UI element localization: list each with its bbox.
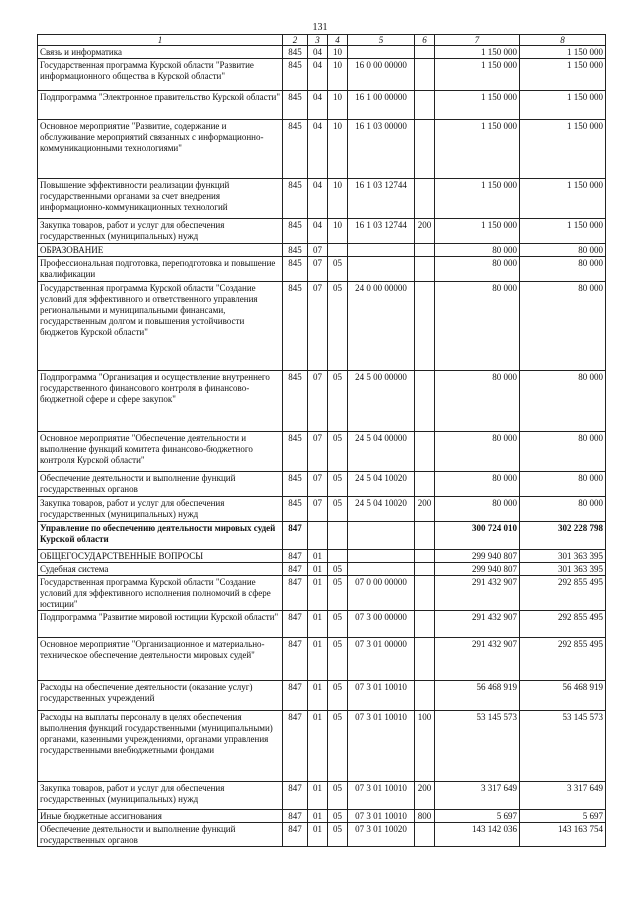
row-name-cell: Закупка товаров, работ и услуг для обеспечения государственных (муниципальных) нужд bbox=[38, 782, 283, 810]
row-value-cell bbox=[348, 46, 415, 59]
row-name-cell: ОБРАЗОВАНИЕ bbox=[38, 244, 283, 257]
row-value-cell: 1 150 000 bbox=[435, 120, 520, 179]
row-value-cell: 847 bbox=[283, 522, 308, 550]
row-name-cell: Подпрограмма "Организация и осуществление внутреннего государственного финансового контроля в финансово-бюджетной сфере и сфере закупок" bbox=[38, 371, 283, 432]
row-value-cell: 80 000 bbox=[520, 432, 606, 472]
row-value-cell: 143 142 036 bbox=[435, 823, 520, 847]
table-row bbox=[38, 46, 606, 59]
row-name-cell: Основное мероприятие "Развитие, содержание и обслуживание мероприятий связанных с информационно-коммуникационными технологиями" bbox=[38, 120, 283, 179]
row-value-cell: 01 bbox=[308, 823, 328, 847]
row-value-cell: 845 bbox=[283, 371, 308, 432]
row-name-cell: Государственная программа Курской области "Развитие информационного общества в Курской области" bbox=[38, 59, 283, 91]
row-value-cell: 07 0 00 00000 bbox=[348, 576, 415, 611]
row-value-cell: 847 bbox=[283, 550, 308, 563]
row-value-cell: 847 bbox=[283, 810, 308, 823]
row-value-cell: 1 150 000 bbox=[435, 179, 520, 219]
row-value-cell: 1 150 000 bbox=[435, 59, 520, 91]
row-value-cell: 05 bbox=[328, 782, 348, 810]
row-name-cell: Обеспечение деятельности и выполнение функций государственных органов bbox=[38, 823, 283, 847]
column-header: 7 bbox=[435, 35, 520, 46]
row-value-cell bbox=[415, 120, 435, 179]
table-row bbox=[38, 179, 606, 219]
row-value-cell: 05 bbox=[328, 257, 348, 282]
row-value-cell: 292 855 495 bbox=[520, 638, 606, 681]
row-name-cell: Профессиональная подготовка, переподготовка и повышение квалификации bbox=[38, 257, 283, 282]
row-value-cell: 845 bbox=[283, 46, 308, 59]
row-value-cell: 847 bbox=[283, 611, 308, 638]
table-row bbox=[38, 120, 606, 179]
table-row bbox=[38, 576, 606, 611]
row-value-cell: 05 bbox=[328, 497, 348, 522]
row-value-cell: 845 bbox=[283, 244, 308, 257]
row-value-cell: 80 000 bbox=[520, 497, 606, 522]
row-value-cell bbox=[348, 244, 415, 257]
row-value-cell: 847 bbox=[283, 681, 308, 711]
row-value-cell bbox=[415, 179, 435, 219]
row-value-cell bbox=[415, 244, 435, 257]
row-value-cell: 80 000 bbox=[435, 432, 520, 472]
column-header: 8 bbox=[520, 35, 606, 46]
row-value-cell: 01 bbox=[308, 550, 328, 563]
row-value-cell: 07 bbox=[308, 432, 328, 472]
column-header: 6 bbox=[415, 35, 435, 46]
row-value-cell bbox=[415, 257, 435, 282]
row-value-cell: 05 bbox=[328, 432, 348, 472]
row-value-cell: 04 bbox=[308, 59, 328, 91]
row-value-cell bbox=[415, 472, 435, 497]
row-value-cell: 80 000 bbox=[520, 282, 606, 371]
row-value-cell: 07 3 01 10020 bbox=[348, 823, 415, 847]
row-value-cell: 847 bbox=[283, 638, 308, 681]
row-value-cell: 847 bbox=[283, 563, 308, 576]
row-value-cell: 5 697 bbox=[435, 810, 520, 823]
row-value-cell bbox=[308, 522, 328, 550]
row-value-cell: 291 432 907 bbox=[435, 638, 520, 681]
row-value-cell: 07 bbox=[308, 257, 328, 282]
row-value-cell bbox=[328, 550, 348, 563]
row-value-cell: 845 bbox=[283, 472, 308, 497]
table-row bbox=[38, 550, 606, 563]
row-value-cell: 07 3 00 00000 bbox=[348, 611, 415, 638]
row-value-cell: 07 3 01 10010 bbox=[348, 810, 415, 823]
table-row bbox=[38, 782, 606, 810]
row-value-cell: 1 150 000 bbox=[520, 179, 606, 219]
row-value-cell: 05 bbox=[328, 711, 348, 782]
row-name-cell: ОБЩЕГОСУДАРСТВЕННЫЕ ВОПРОСЫ bbox=[38, 550, 283, 563]
row-value-cell: 80 000 bbox=[435, 472, 520, 497]
row-value-cell: 04 bbox=[308, 46, 328, 59]
column-header: 2 bbox=[283, 35, 308, 46]
row-value-cell bbox=[415, 522, 435, 550]
row-name-cell: Государственная программа Курской области "Создание условий для эффективного исполнения полномочий в сфере юстиции" bbox=[38, 576, 283, 611]
table-row bbox=[38, 497, 606, 522]
row-value-cell bbox=[348, 563, 415, 576]
row-value-cell: 10 bbox=[328, 46, 348, 59]
row-value-cell bbox=[328, 244, 348, 257]
row-value-cell bbox=[348, 550, 415, 563]
row-value-cell bbox=[348, 257, 415, 282]
row-value-cell: 143 163 754 bbox=[520, 823, 606, 847]
row-value-cell: 05 bbox=[328, 563, 348, 576]
row-value-cell: 80 000 bbox=[435, 282, 520, 371]
row-value-cell: 05 bbox=[328, 472, 348, 497]
row-value-cell: 300 724 010 bbox=[435, 522, 520, 550]
row-value-cell: 80 000 bbox=[435, 497, 520, 522]
row-value-cell: 01 bbox=[308, 810, 328, 823]
row-value-cell bbox=[415, 46, 435, 59]
row-value-cell: 847 bbox=[283, 711, 308, 782]
row-value-cell: 200 bbox=[415, 782, 435, 810]
row-value-cell: 3 317 649 bbox=[520, 782, 606, 810]
row-value-cell bbox=[415, 681, 435, 711]
row-name-cell: Обеспечение деятельности и выполнение функций государственных органов bbox=[38, 472, 283, 497]
table-row bbox=[38, 472, 606, 497]
row-value-cell: 07 bbox=[308, 472, 328, 497]
row-value-cell: 04 bbox=[308, 120, 328, 179]
table-row bbox=[38, 282, 606, 371]
table-row bbox=[38, 59, 606, 91]
row-value-cell bbox=[415, 563, 435, 576]
row-value-cell: 1 150 000 bbox=[520, 46, 606, 59]
row-value-cell: 01 bbox=[308, 711, 328, 782]
row-value-cell: 200 bbox=[415, 497, 435, 522]
row-value-cell: 05 bbox=[328, 282, 348, 371]
table-row bbox=[38, 219, 606, 244]
row-value-cell: 01 bbox=[308, 611, 328, 638]
row-value-cell: 845 bbox=[283, 219, 308, 244]
row-name-cell: Иные бюджетные ассигнования bbox=[38, 810, 283, 823]
row-value-cell: 299 940 807 bbox=[435, 563, 520, 576]
row-name-cell: Связь и информатика bbox=[38, 46, 283, 59]
row-value-cell: 24 5 04 10020 bbox=[348, 472, 415, 497]
row-value-cell: 845 bbox=[283, 257, 308, 282]
row-value-cell: 16 1 03 12744 bbox=[348, 219, 415, 244]
row-value-cell: 10 bbox=[328, 59, 348, 91]
table-row bbox=[38, 257, 606, 282]
row-name-cell: Подпрограмма "Развитие мировой юстиции Курской области" bbox=[38, 611, 283, 638]
row-value-cell: 16 1 03 12744 bbox=[348, 179, 415, 219]
row-value-cell: 80 000 bbox=[435, 244, 520, 257]
table-row bbox=[38, 810, 606, 823]
row-value-cell: 16 1 00 00000 bbox=[348, 91, 415, 120]
page-number: 131 bbox=[312, 22, 328, 33]
row-value-cell bbox=[415, 823, 435, 847]
row-value-cell bbox=[415, 550, 435, 563]
row-value-cell: 53 145 573 bbox=[520, 711, 606, 782]
row-value-cell: 847 bbox=[283, 823, 308, 847]
row-value-cell: 07 bbox=[308, 497, 328, 522]
row-value-cell: 1 150 000 bbox=[520, 219, 606, 244]
row-value-cell: 24 5 04 00000 bbox=[348, 432, 415, 472]
row-value-cell: 07 bbox=[308, 282, 328, 371]
row-value-cell: 16 0 00 00000 bbox=[348, 59, 415, 91]
row-value-cell: 1 150 000 bbox=[520, 120, 606, 179]
row-value-cell: 200 bbox=[415, 219, 435, 244]
row-value-cell: 01 bbox=[308, 782, 328, 810]
row-value-cell: 845 bbox=[283, 432, 308, 472]
table-row bbox=[38, 371, 606, 432]
row-value-cell: 10 bbox=[328, 219, 348, 244]
table-row bbox=[38, 244, 606, 257]
row-value-cell: 01 bbox=[308, 563, 328, 576]
row-value-cell: 845 bbox=[283, 120, 308, 179]
row-name-cell: Закупка товаров, работ и услуг для обеспечения государственных (муниципальных) нужд bbox=[38, 219, 283, 244]
row-value-cell: 80 000 bbox=[520, 472, 606, 497]
row-value-cell bbox=[415, 638, 435, 681]
table-row bbox=[38, 823, 606, 847]
row-value-cell: 07 bbox=[308, 371, 328, 432]
row-value-cell: 24 5 04 10020 bbox=[348, 497, 415, 522]
row-name-cell: Судебная система bbox=[38, 563, 283, 576]
row-value-cell: 845 bbox=[283, 282, 308, 371]
row-value-cell: 56 468 919 bbox=[435, 681, 520, 711]
column-header: 3 bbox=[308, 35, 328, 46]
row-name-cell: Управление по обеспечению деятельности мировых судей Курской области bbox=[38, 522, 283, 550]
row-value-cell: 845 bbox=[283, 179, 308, 219]
row-value-cell: 847 bbox=[283, 576, 308, 611]
table-row bbox=[38, 522, 606, 550]
row-value-cell: 845 bbox=[283, 59, 308, 91]
row-name-cell: Основное мероприятие "Организационное и материально-техническое обеспечение деятельности мировых судей" bbox=[38, 638, 283, 681]
table-header-row bbox=[38, 35, 606, 46]
budget-table bbox=[37, 34, 606, 847]
row-value-cell: 292 855 495 bbox=[520, 576, 606, 611]
row-value-cell: 1 150 000 bbox=[435, 91, 520, 120]
row-value-cell: 292 855 495 bbox=[520, 611, 606, 638]
row-value-cell: 53 145 573 bbox=[435, 711, 520, 782]
row-value-cell: 07 3 01 10010 bbox=[348, 681, 415, 711]
row-value-cell bbox=[348, 522, 415, 550]
row-value-cell: 05 bbox=[328, 810, 348, 823]
row-name-cell: Повышение эффективности реализации функций государственными органами за счет внедрения информационно-коммуникационных технологий bbox=[38, 179, 283, 219]
row-value-cell: 845 bbox=[283, 91, 308, 120]
row-value-cell: 04 bbox=[308, 91, 328, 120]
row-value-cell: 847 bbox=[283, 782, 308, 810]
row-value-cell: 07 bbox=[308, 244, 328, 257]
row-name-cell: Государственная программа Курской области "Создание условий для эффективного и ответственного управления региональными и муниципальными финансами, государственным долгом и повышения устойчивости бюджетов Курской области" bbox=[38, 282, 283, 371]
row-value-cell: 07 3 01 10010 bbox=[348, 711, 415, 782]
column-header: 4 bbox=[328, 35, 348, 46]
row-value-cell: 16 1 03 00000 bbox=[348, 120, 415, 179]
row-value-cell bbox=[415, 282, 435, 371]
row-value-cell: 3 317 649 bbox=[435, 782, 520, 810]
row-value-cell: 24 0 00 00000 bbox=[348, 282, 415, 371]
row-value-cell: 5 697 bbox=[520, 810, 606, 823]
row-value-cell: 05 bbox=[328, 611, 348, 638]
row-value-cell: 800 bbox=[415, 810, 435, 823]
row-value-cell: 1 150 000 bbox=[520, 59, 606, 91]
row-name-cell: Закупка товаров, работ и услуг для обеспечения государственных (муниципальных) нужд bbox=[38, 497, 283, 522]
row-name-cell: Основное мероприятие "Обеспечение деятельности и выполнение функций комитета финансово-бюджетного контроля Курской области" bbox=[38, 432, 283, 472]
row-name-cell: Расходы на обеспечение деятельности (оказание услуг) государственных учреждений bbox=[38, 681, 283, 711]
row-value-cell: 80 000 bbox=[520, 257, 606, 282]
table-row bbox=[38, 638, 606, 681]
row-value-cell: 291 432 907 bbox=[435, 576, 520, 611]
table-row bbox=[38, 91, 606, 120]
row-value-cell bbox=[415, 611, 435, 638]
row-name-cell: Подпрограмма "Электронное правительство Курской области" bbox=[38, 91, 283, 120]
row-value-cell bbox=[415, 576, 435, 611]
row-value-cell: 80 000 bbox=[520, 244, 606, 257]
row-name-cell: Расходы на выплаты персоналу в целях обеспечения выполнения функций государственными (муниципальными) органами, казенными учреждениями, органами управления государственными внебюджетными фондами bbox=[38, 711, 283, 782]
table-row bbox=[38, 563, 606, 576]
row-value-cell: 291 432 907 bbox=[435, 611, 520, 638]
row-value-cell: 80 000 bbox=[435, 257, 520, 282]
row-value-cell: 04 bbox=[308, 179, 328, 219]
row-value-cell: 05 bbox=[328, 823, 348, 847]
column-header: 1 bbox=[38, 35, 283, 46]
row-value-cell: 301 363 395 bbox=[520, 563, 606, 576]
row-value-cell: 05 bbox=[328, 681, 348, 711]
row-value-cell: 1 150 000 bbox=[435, 46, 520, 59]
row-value-cell bbox=[415, 432, 435, 472]
table-row bbox=[38, 432, 606, 472]
row-value-cell: 100 bbox=[415, 711, 435, 782]
row-value-cell: 302 228 798 bbox=[520, 522, 606, 550]
row-value-cell: 05 bbox=[328, 638, 348, 681]
row-value-cell: 07 3 01 00000 bbox=[348, 638, 415, 681]
row-value-cell bbox=[328, 522, 348, 550]
row-value-cell bbox=[415, 59, 435, 91]
row-value-cell: 301 363 395 bbox=[520, 550, 606, 563]
table-row bbox=[38, 611, 606, 638]
row-value-cell: 24 5 00 00000 bbox=[348, 371, 415, 432]
table-row bbox=[38, 681, 606, 711]
row-value-cell: 01 bbox=[308, 638, 328, 681]
row-value-cell bbox=[415, 91, 435, 120]
row-value-cell: 01 bbox=[308, 576, 328, 611]
row-value-cell: 299 940 807 bbox=[435, 550, 520, 563]
row-value-cell bbox=[415, 371, 435, 432]
row-value-cell: 07 3 01 10010 bbox=[348, 782, 415, 810]
row-value-cell: 10 bbox=[328, 91, 348, 120]
row-value-cell: 05 bbox=[328, 371, 348, 432]
table-row bbox=[38, 711, 606, 782]
row-value-cell: 80 000 bbox=[520, 371, 606, 432]
column-header: 5 bbox=[348, 35, 415, 46]
row-value-cell: 01 bbox=[308, 681, 328, 711]
row-value-cell: 845 bbox=[283, 497, 308, 522]
row-value-cell: 04 bbox=[308, 219, 328, 244]
row-value-cell: 56 468 919 bbox=[520, 681, 606, 711]
row-value-cell: 10 bbox=[328, 179, 348, 219]
row-value-cell: 05 bbox=[328, 576, 348, 611]
row-value-cell: 10 bbox=[328, 120, 348, 179]
row-value-cell: 1 150 000 bbox=[520, 91, 606, 120]
row-value-cell: 80 000 bbox=[435, 371, 520, 432]
row-value-cell: 1 150 000 bbox=[435, 219, 520, 244]
